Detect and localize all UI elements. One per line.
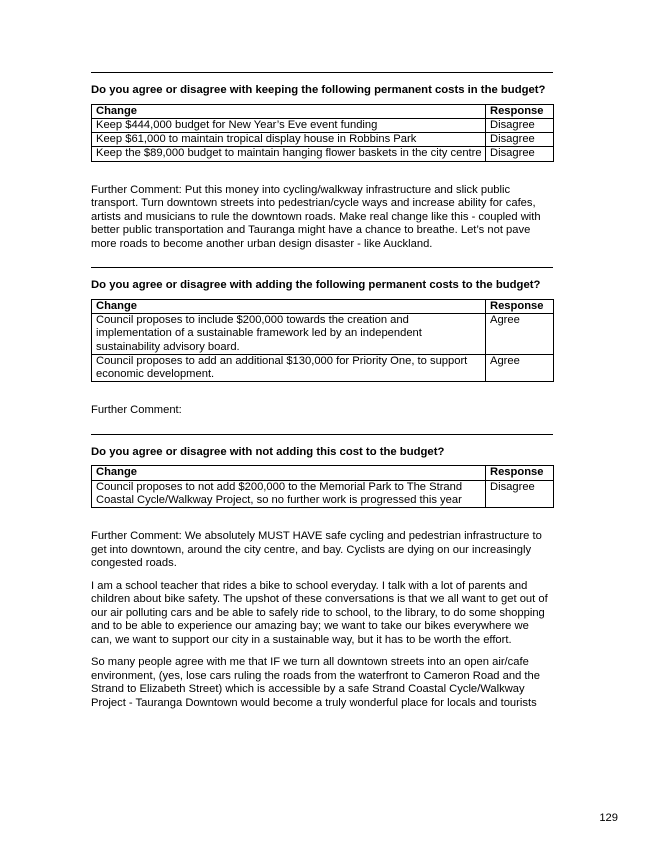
further-comment: Further Comment: (91, 404, 182, 417)
table-row (92, 118, 554, 132)
table-row (92, 354, 554, 382)
change-cell: Council proposes to include $200,000 towards the creation and implementation of a sustainable framework led by an independent sustainability advisory board. (92, 313, 486, 354)
body-paragraph: So many people agree with me that IF we turn all downtown streets into an open air/cafe environment, (yes, lose cars ruling the roads from the waterfront to Cameron Road and the Strand to Elizabeth Street) which is accessible by a safe Strand Coastal Cycle/Walkway Project - Tauranga Downtown would become a truly wonderful place for locals and tourists (91, 656, 540, 709)
table-row (92, 133, 554, 147)
change-cell: Keep $444,000 budget for New Year’s Eve event funding (92, 118, 486, 132)
change-response-table (91, 299, 554, 383)
response-cell: Disagree (486, 133, 554, 147)
section-keeping-costs (91, 72, 553, 251)
further-comment: Further Comment: Put this money into cycling/walkway infrastructure and slick public transport. Turn downtown streets into pedestrian/cycle ways and increase ability for cafes, artists and musicians to rule the downtown roads. Make real change like this - coupled with better public transportation and Tauranga might have a chance to breathe. Let’s not pave more roads to become another urban design disaster - like Auckland. (91, 183, 541, 250)
response-cell: Disagree (486, 147, 554, 161)
section-adding-costs (91, 267, 553, 418)
body-paragraph: I am a school teacher that rides a bike to school everyday. I talk with a lot of parents and children about bike safety. The upshot of these conversations is that we all want to get out of our air polluting cars and be able to safely ride to school, to the library, to do some shopping and to be able to experience our amazing bay; we want to take our bikes everywhere we can, we want to support our city in a sustainable way, but it has to be worth the effort. (91, 579, 548, 646)
response-cell: Agree (486, 313, 554, 354)
column-header-change: Change (92, 104, 486, 118)
column-header-response: Response (486, 299, 554, 313)
change-cell: Keep $61,000 to maintain tropical display house in Robbins Park (92, 133, 486, 147)
section-divider (91, 434, 553, 435)
table-header-row (92, 104, 554, 118)
response-cell: Disagree (486, 118, 554, 132)
table-header-row (92, 299, 554, 313)
change-cell: Council proposes to not add $200,000 to the Memorial Park to The Strand Coastal Cycle/Walkway Project, so no further work is progressed this year (92, 480, 486, 508)
change-response-table (91, 465, 554, 508)
page-number: 129 (599, 812, 618, 824)
question-heading: Do you agree or disagree with not adding this cost to the budget? (91, 445, 445, 458)
change-cell: Council proposes to add an additional $130,000 for Priority One, to support economic development. (92, 354, 486, 382)
column-header-change: Change (92, 299, 486, 313)
change-response-table (91, 104, 554, 162)
change-cell: Keep the $89,000 budget to maintain hanging flower baskets in the city centre (92, 147, 486, 161)
column-header-change: Change (92, 466, 486, 480)
section-divider (91, 267, 553, 268)
table-row (92, 147, 554, 161)
section-divider (91, 72, 553, 73)
further-comment: Further Comment: We absolutely MUST HAVE safe cycling and pedestrian infrastructure to get into downtown, around the city centre, and bay. Cyclists are dying on our increasingly congested roads. (91, 530, 542, 570)
table-row (92, 480, 554, 508)
column-header-response: Response (486, 104, 554, 118)
question-heading: Do you agree or disagree with adding the following permanent costs to the budget? (91, 279, 541, 292)
column-header-response: Response (486, 466, 554, 480)
table-row (92, 313, 554, 354)
response-cell: Disagree (486, 480, 554, 508)
question-heading: Do you agree or disagree with keeping the following permanent costs in the budget? (91, 84, 546, 96)
document-body (91, 72, 553, 710)
response-cell: Agree (486, 354, 554, 382)
section-not-adding-cost (91, 434, 553, 710)
table-header-row (92, 466, 554, 480)
